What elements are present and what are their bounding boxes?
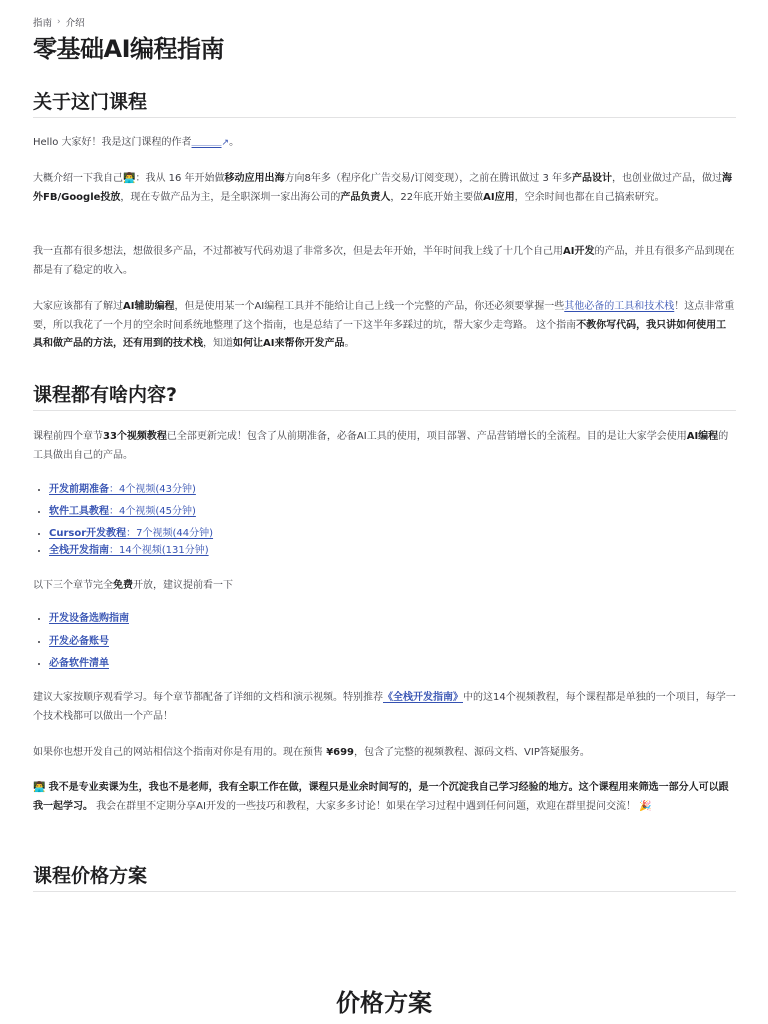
chapter-detail[interactable]: ：7个视频(44分钟) xyxy=(126,528,214,539)
breadcrumb-current: 介绍 xyxy=(65,18,85,29)
section-divider xyxy=(33,891,736,892)
text: 。 xyxy=(229,137,240,148)
text: ，空余时间也都在自己搞索研究。 xyxy=(514,191,665,203)
section-divider xyxy=(33,410,736,411)
chapter-link-prep[interactable]: 开发前期准备 xyxy=(49,484,109,495)
chapter-link-cursor[interactable]: Cursor开发教程 xyxy=(49,528,127,539)
chapter-list xyxy=(33,481,213,560)
paragraph-author-note xyxy=(33,779,736,816)
breadcrumb xyxy=(33,15,85,29)
chapter-detail[interactable]: ：4个视频(43分钟) xyxy=(109,484,196,495)
breadcrumb-root-link[interactable]: 指南 xyxy=(33,18,53,29)
text: ，知道 xyxy=(203,338,233,349)
bold-text: 我不是专业卖课为生，我也不是老师，我有全职工作在做，课程只是业余时间写的，是一个沉淀我自己学习经验的地方。这个课程用来筛选一部分人可以跟我一起学习。 xyxy=(33,782,729,812)
list-item xyxy=(49,610,129,629)
bold-text: AI编程 xyxy=(686,431,719,442)
text: 方向8年多（程序化广告交易/订阅变现），之前在腾讯做过 3 年多 xyxy=(284,173,572,184)
page-title: 零基础AI编程指南 xyxy=(33,35,225,63)
text: ，但是使用某一个AI编程工具并不能给让自己上线一个完整的产品，你还必须要掌握一些 xyxy=(174,301,565,312)
text: ，现在专做产品为主，是全职深圳一家出海公司的 xyxy=(120,191,341,203)
bold-text: 33个视频教程 xyxy=(103,431,167,442)
text: 以下三个章节完全 xyxy=(33,580,113,591)
list-item xyxy=(49,655,129,674)
list-item xyxy=(49,542,213,561)
text: 中的这14个视频教程，每个课程都是单独的一个项目，每学一个技术栈都可以做出一个产品！ xyxy=(33,692,736,722)
paragraph-recommend xyxy=(33,689,736,726)
text: 建议大家按顺序观看学习。每个章节都配备了详细的文档和演示视频。特别推荐 xyxy=(33,692,383,703)
list-item xyxy=(49,633,129,652)
free-chapter-link-devices[interactable]: 开发设备选购指南 xyxy=(49,613,129,624)
list-item xyxy=(49,481,213,500)
text: ，也创业做过产品，做过 xyxy=(612,173,722,184)
price-text: ¥699 xyxy=(326,747,355,758)
text: 如果你也想开发自己的网站相信这个指南对你是有用的。现在预售 xyxy=(33,747,327,758)
text: ！这点非常重要，所以我花了一个月的空余时间系统地整理了这个指南，也是总结了一下这半年多踩过的坑，帮大家少走弯路。 这个指南 xyxy=(33,301,735,331)
section-divider xyxy=(33,117,736,118)
free-chapter-link-accounts[interactable]: 开发必备账号 xyxy=(49,635,109,647)
section-heading-content: 课程都有啥内容? xyxy=(33,384,178,406)
paragraph-ideas xyxy=(33,243,736,280)
developer-emoji-icon: 👨‍💻 xyxy=(33,782,46,793)
section-heading-pricing: 课程价格方案 xyxy=(33,865,148,887)
text: 开放，建议提前看一下 xyxy=(133,580,233,591)
bold-text: AI辅助编程 xyxy=(123,301,175,312)
bold-text: 产品设计 xyxy=(572,173,612,184)
fullstack-guide-link[interactable]: 《全栈开发指南》 xyxy=(383,692,463,703)
author-link[interactable]: ＿＿＿ xyxy=(191,137,222,148)
party-emoji-icon: 🎉 xyxy=(639,800,652,812)
bold-text: AI应用 xyxy=(483,191,515,203)
text: 已全部更新完成！包含了从前期准备，必备AI工具的使用，项目部署、产品营销增长的全流程。目的是让大家学会使用 xyxy=(166,431,687,442)
text: 大概介绍一下我自己 xyxy=(33,173,123,184)
paragraph-course-intro xyxy=(33,428,736,465)
external-link-icon: ↗ xyxy=(221,138,230,148)
chapter-detail[interactable]: ：14个视频(131分钟) xyxy=(109,544,209,556)
paragraph-hello xyxy=(33,134,736,153)
bold-text: 免费 xyxy=(113,580,133,591)
text: 大家应该都有了解过 xyxy=(33,301,123,312)
free-chapter-link-software[interactable]: 必备软件清单 xyxy=(49,658,109,669)
paragraph-ai-coding xyxy=(33,298,736,354)
paragraph-free-chapters xyxy=(33,577,736,596)
developer-emoji-icon: 👨‍💻 xyxy=(123,173,136,184)
list-item xyxy=(49,525,213,544)
paragraph-presale xyxy=(33,744,736,763)
text: 的工具做出自己的产品。 xyxy=(33,431,729,461)
free-chapter-list xyxy=(33,610,129,674)
text: 我一直都有很多想法，想做很多产品，不过都被写代码劝退了非常多次，但是去年开始，半年时间我上线了十几个自己用 xyxy=(33,246,563,257)
bold-text: 海外FB/Google投放 xyxy=(33,173,732,203)
bold-text: 移动应用出海 xyxy=(224,173,285,184)
chapter-link-fullstack[interactable]: 全栈开发指南 xyxy=(49,544,109,556)
pricing-plan-title: 价格方案 xyxy=(336,989,432,1017)
text: ，包含了完整的视频教程、源码文档、VIP答疑服务。 xyxy=(354,747,590,758)
bold-text: 不教你写代码，我只讲如何使用工具和做产品的方法，还有用到的技术栈 xyxy=(33,319,727,349)
text: 的产品，并且有很多产品到现在都是有了稳定的收入。 xyxy=(33,246,735,276)
text: 课程前四个章节 xyxy=(33,431,103,442)
chapter-link-tools[interactable]: 软件工具教程 xyxy=(49,505,109,517)
text: Hello 大家好！我是这门课程的作者 xyxy=(33,137,192,148)
breadcrumb-separator-icon: › xyxy=(57,17,61,27)
bold-text: AI开发 xyxy=(563,246,595,257)
text: 。 xyxy=(344,338,355,349)
text: ，22年底开始主要做 xyxy=(390,191,484,203)
bold-text: 如何让AI来帮你开发产品 xyxy=(233,338,345,349)
list-item xyxy=(49,503,213,522)
text: ：我从 16 年开始做 xyxy=(135,173,225,184)
tools-stack-link[interactable]: 其他必备的工具和技术栈 xyxy=(564,301,675,312)
chapter-detail[interactable]: ：4个视频(45分钟) xyxy=(109,505,196,517)
text: 我会在群里不定期分享AI开发的一些技巧和教程，大家多多讨论！如果在学习过程中遇到任何问题，欢迎在群里提问交流！ xyxy=(93,800,636,812)
paragraph-intro xyxy=(33,170,736,207)
section-heading-about: 关于这门课程 xyxy=(33,91,148,113)
bold-text: 产品负责人 xyxy=(340,191,391,203)
